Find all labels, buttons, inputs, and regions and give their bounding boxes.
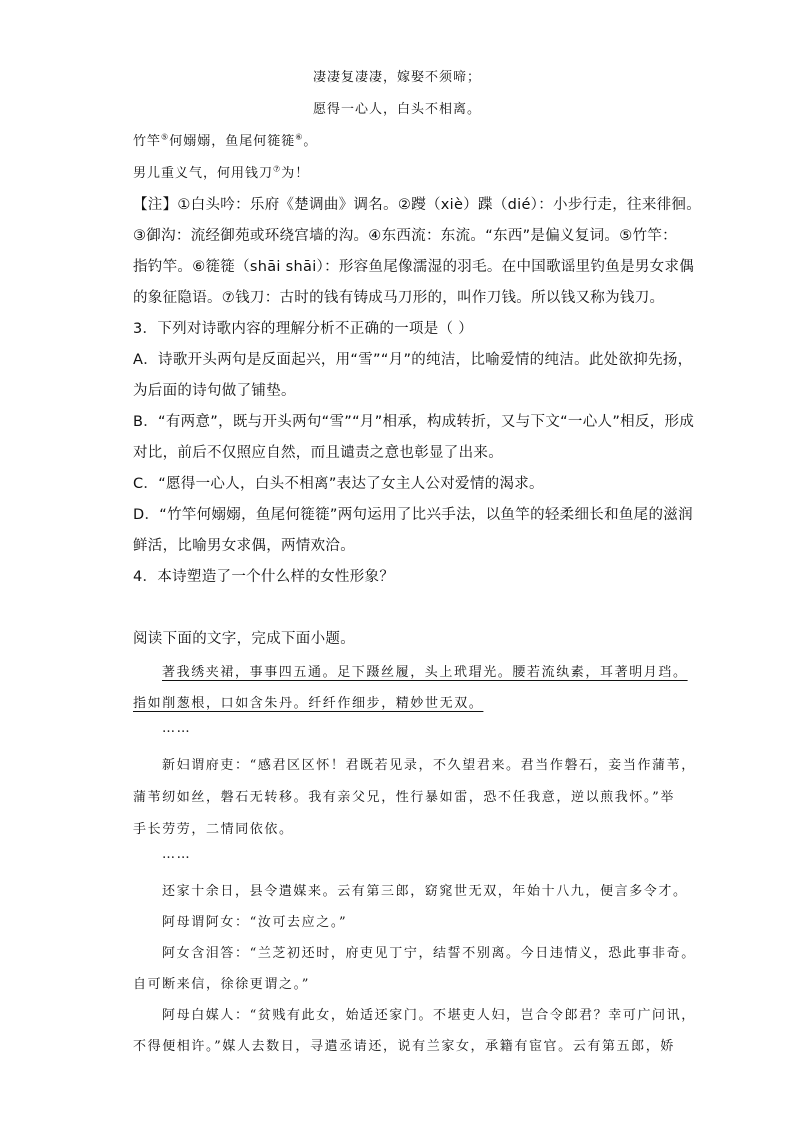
option-a: A．诗歌开头两句是反面起兴，用“雪”“月”的纯洁，比喻爱情的纯洁。此处欲抑先扬， — [133, 352, 693, 368]
note-line: 指钓竿。⑥簁簁（shāi shāi）：形容鱼尾像濡湿的羽毛。在中国歌谣里钓鱼是男女求偶 — [133, 259, 695, 275]
question-stem: 3．下列对诗歌内容的理解分析不正确的一项是（ ） — [133, 321, 474, 337]
footnote-marker: ⑦ — [273, 164, 282, 174]
ellipsis: …… — [162, 721, 192, 736]
poem-text: 。 — [303, 134, 318, 149]
option-c: C．“愿得一心人，白头不相离”表达了女主人公对爱情的渴求。 — [133, 476, 544, 492]
underlined-passage: 著我绣夹裙，事事四五通。足下蹑丝履，头上玳瑁光。腰若流纨素，耳著明月珰。 — [162, 665, 688, 680]
option-b: B．“有两意”，既与开头两句“雪”“月”相承，构成转折，又与下文“一心人”相反，形成 — [133, 414, 695, 430]
question-stem: 4．本诗塑造了一个什么样的女性形象？ — [133, 569, 395, 585]
ellipsis: …… — [162, 847, 192, 862]
option-b-cont: 对比，前后不仅照应自然，而且谴责之意也彰显了出来。 — [133, 445, 503, 461]
passage-line: 不得便相许。”媒人去数日，寻遣丞请还，说有兰家女，承籍有宦官。云有第五郎，娇 — [133, 1039, 675, 1054]
footnote-marker: ⑥ — [295, 132, 304, 142]
passage-line: 阿母谓阿女：“汝可去应之。” — [162, 915, 348, 930]
passage-line: 阿女含泪答：“兰芝初还时，府吏见丁宁，结誓不别离。今日违情义，恐此事非奇。 — [162, 946, 696, 961]
underlined-passage: 指如削葱根，口如含朱丹。纤纤作细步，精妙世无双。 — [133, 696, 484, 711]
note-line: ③御沟：流经御苑或环绕宫墙的沟。④东西流：东流。“东西”是偏义复词。⑤竹竿： — [133, 228, 677, 244]
poem-line: 凄凄复凄凄，嫁娶不须啼； — [313, 70, 482, 85]
poem-line — [133, 130, 317, 149]
passage-line: 蒲苇纫如丝，磐石无转移。我有亲父兄，性行暴如雷，恐不任我意，逆以煎我怀。”举 — [133, 790, 675, 805]
reading-intro: 阅读下面的文字，完成下面小题。 — [133, 631, 355, 647]
option-d-cont: 鲜活，比喻男女求偶，两情欢洽。 — [133, 538, 355, 554]
option-a-cont: 为后面的诗句做了铺垫。 — [133, 383, 296, 399]
poem-line — [133, 162, 309, 181]
footnote-marker: ⑤ — [161, 132, 170, 142]
passage-line: 手长劳劳，二情同依依。 — [133, 822, 294, 837]
note-line: 【注】①白头吟：乐府《楚调曲》调名。②躞（xiè）蹀（dié）：小步行走，往来徘徊。 — [133, 197, 702, 213]
passage-line: 自可断来信，徐徐更谓之。” — [133, 977, 310, 992]
poem-line: 愿得一心人，白头不相离。 — [313, 102, 482, 117]
option-d: D．“竹竿何嫋嫋，鱼尾何簁簁”两句运用了比兴手法，以鱼竿的轻柔细长和鱼尾的滋润 — [133, 507, 693, 523]
passage-line: 还家十余日，县令遣媒来。云有第三郎，窈窕世无双，年始十八九，便言多令才。 — [162, 884, 688, 899]
poem-text: 为！ — [281, 166, 310, 181]
poem-text: 男儿重义气，何用钱刀 — [133, 166, 274, 181]
note-line: 的象征隐语。⑦钱刀：古时的钱有铸成马刀形的，叫作刀钱。所以钱又称为钱刀。 — [133, 290, 665, 306]
poem-text: 竹竿 — [133, 134, 162, 149]
poem-text: 何嫋嫋，鱼尾何簁簁 — [169, 134, 296, 149]
passage-line: 阿母白媒人：“贫贱有此女，始适还家门。不堪吏人妇，岂合令郎君？幸可广问讯， — [162, 1008, 696, 1023]
passage-line: 新妇谓府吏：“感君区区怀！君既若见录，不久望君来。君当作磐石，妾当作蒲苇， — [162, 758, 696, 773]
